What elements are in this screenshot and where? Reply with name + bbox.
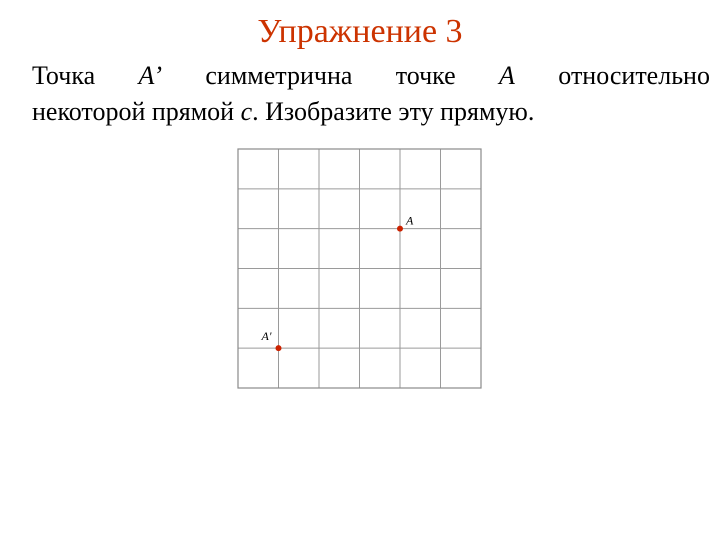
word: относительно	[558, 61, 710, 90]
points	[261, 214, 415, 351]
text-part: . Изобразите эту прямую.	[252, 97, 535, 126]
point-a	[397, 226, 403, 232]
point-a-ref: A	[499, 61, 515, 90]
text-part: некоторой прямой	[32, 97, 241, 126]
point-a-prime	[276, 345, 282, 351]
word: Точка	[32, 61, 96, 90]
word: симметрична	[205, 61, 353, 90]
word: точке	[395, 61, 456, 90]
line-c-ref: c	[240, 97, 253, 126]
point-label: A	[406, 213, 414, 228]
point-a-prime-ref: A’	[138, 61, 163, 90]
point-label: A'	[261, 329, 272, 344]
grid-lines	[238, 149, 481, 388]
slide-title: Упражнение 3	[257, 13, 463, 50]
